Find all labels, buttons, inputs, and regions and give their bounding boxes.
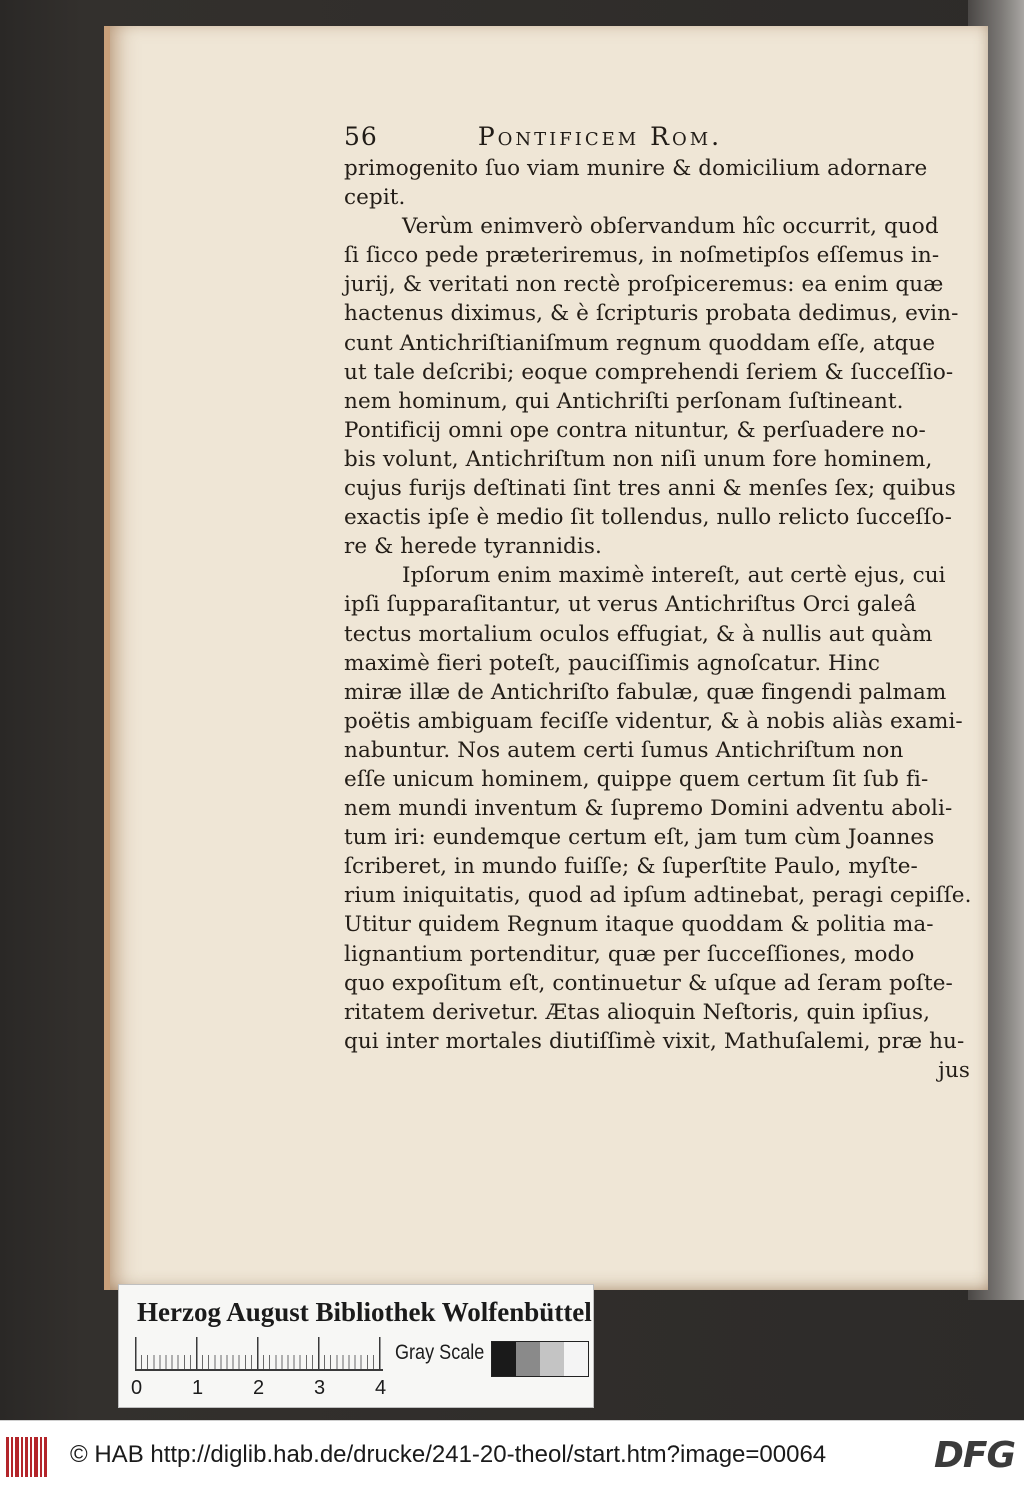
gray-patch xyxy=(516,1342,540,1376)
gray-scale-label: Gray Scale xyxy=(395,1341,485,1364)
text-line: nem mundi inventum & ſupremo Domini adventu aboli- xyxy=(344,796,953,822)
catchword: jus xyxy=(938,1057,970,1083)
text-line: Ipſorum enim maximè intereſt, aut certè ejus, cui xyxy=(402,563,946,589)
ruler-labels xyxy=(131,1377,391,1401)
text-line: nem hominum, qui Antichriſti perſonam ſuſtineant. xyxy=(344,388,904,414)
gray-patch xyxy=(540,1342,564,1376)
gray-patch xyxy=(564,1342,588,1376)
running-head: Pontificem Rom. xyxy=(477,122,723,151)
text-line: cunt Antichriſtianiſmum regnum quoddam eſſe, atque xyxy=(344,330,936,356)
scale-ruler xyxy=(135,1337,383,1371)
text-line: ſi ſicco pede præteriremus, in noſmetipſos eſſemus in- xyxy=(344,243,940,269)
text-line: lignantium portenditur, quæ per ſucceſſiones, modo xyxy=(344,941,915,967)
text-line: maximè fieri poteſt, pauciſſimis agnoſcatur. Hinc xyxy=(344,650,880,676)
text-line: cepit. xyxy=(344,185,406,211)
page-header xyxy=(344,122,984,152)
color-calibration-target xyxy=(118,1284,594,1408)
text-line: eſſe unicum hominem, quippe quem certum ſit ſub fi- xyxy=(344,766,929,792)
text-line: re & herede tyrannidis. xyxy=(344,534,602,560)
text-line: ut tale deſcribi; eoque comprehendi ſeriem & ſucceſſio- xyxy=(344,359,954,385)
footer-bar xyxy=(0,1420,1024,1492)
page-number: 56 xyxy=(344,122,378,151)
target-title: Herzog August Bibliothek Wolfenbüttel xyxy=(137,1297,592,1327)
text-line: exactis ipſe è medio ſit tollendus, nullo relicto ſucceſſo- xyxy=(344,505,952,531)
gray-patch xyxy=(492,1342,516,1376)
text-line: qui inter mortales diutiſſimè vixit, Mathuſalemi, præ hu- xyxy=(344,1028,965,1054)
ruler-label: 2 xyxy=(253,1377,265,1399)
text-line: Utitur quidem Regnum itaque quoddam & politia ma- xyxy=(344,912,934,938)
dfg-logo: DFG xyxy=(934,1435,1016,1476)
body-text xyxy=(344,154,984,1056)
ruler-label: 0 xyxy=(131,1377,143,1399)
text-line: Pontificij omni ope contra nituntur, & perſuadere no- xyxy=(344,417,926,443)
text-line: ipſi ſupparaſitantur, ut verus Antichriſtus Orci galeâ xyxy=(344,592,917,618)
book-page xyxy=(104,26,988,1290)
text-line: bis volunt, Antichriſtum non niſi unum fore hominem, xyxy=(344,446,933,472)
text-line: hactenus diximus, & è ſcripturis probata dedimus, evin- xyxy=(344,301,959,327)
gray-scale-patches xyxy=(491,1341,589,1377)
page-text-block xyxy=(344,122,984,1085)
text-line: Verùm enimverò obſervandum hîc occurrit, quod xyxy=(402,214,939,240)
text-line: primogenito ſuo viam munire & domicilium adornare xyxy=(344,156,928,181)
text-line: poëtis ambiguam feciſſe videntur, & à nobis aliàs exami- xyxy=(344,708,963,734)
text-line: quo expoſitum eſt, continuetur & uſque ad ſeram poſte- xyxy=(344,970,953,996)
text-line: rium iniquitatis, quod ad ipſum adtinebat, peragi cepiſſe. xyxy=(344,883,972,909)
text-line: tectus mortalium oculos effugiat, & à nullis aut quàm xyxy=(344,621,933,647)
hab-barcode-icon xyxy=(6,1437,48,1477)
ruler-label: 1 xyxy=(192,1377,204,1399)
text-line: ritatem derivetur. Ætas alioquin Neſtoris, quin ipſius, xyxy=(344,999,931,1025)
text-line: miræ illæ de Antichriſto fabulæ, quæ fingendi palmam xyxy=(344,679,947,705)
text-line: jurij, & veritati non rectè proſpiceremus: ea enim quæ xyxy=(344,272,944,298)
ruler-label: 3 xyxy=(314,1377,326,1399)
copyright-text: © HAB http://diglib.hab.de/drucke/241-20-theol/start.htm?image=00064 xyxy=(70,1441,827,1468)
text-line: tum iri: eundemque certum eſt, jam tum cùm Joannes xyxy=(344,825,935,851)
text-line: cujus furijs deſtinati ſint tres anni & menſes ſex; quibus xyxy=(344,476,956,502)
ruler-label: 4 xyxy=(375,1377,387,1399)
text-line: nabuntur. Nos autem certi ſumus Antichriſtum non xyxy=(344,737,904,763)
text-line: ſcriberet, in mundo fuiſſe; & ſuperſtite Paulo, myſte- xyxy=(344,854,918,880)
